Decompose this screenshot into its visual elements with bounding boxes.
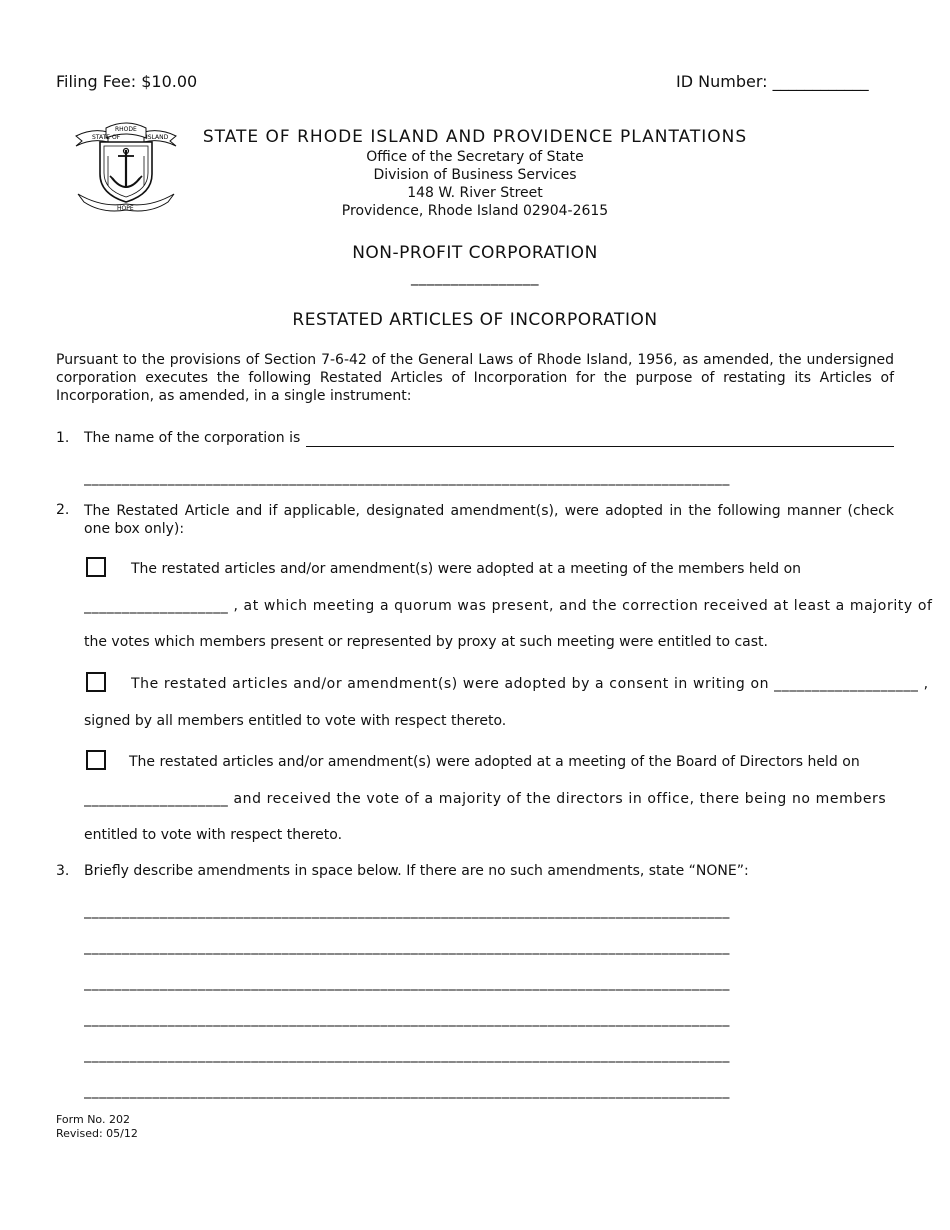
intro-paragraph: Pursuant to the provisions of Section 7-6-42 of the General Laws of Rhode Island, 1956, as amended, the undersigned corporation executes the following Restated Articles of Incorporation for the purpose of restating its Articles of Incorporation, as amended, in a single instrument: <box>56 352 894 404</box>
option-2-line-1: The restated articles and/or amendment(s) were adopted by a consent in writing on ___________________ , <box>131 676 929 692</box>
amendment-line-4[interactable]: _____________________________________________________________________________________ <box>84 1011 730 1027</box>
item-2-number: 2. <box>56 502 70 518</box>
amendment-line-1[interactable]: _____________________________________________________________________________________ <box>84 903 730 919</box>
item-3-text: Briefly describe amendments in space below. If there are no such amendments, state “NONE”: <box>84 863 749 879</box>
item-1-label: The name of the corporation is <box>84 430 301 446</box>
amendment-line-6[interactable]: _____________________________________________________________________________________ <box>84 1083 730 1099</box>
office-header <box>150 126 800 220</box>
division-name: Division of Business Services <box>373 167 577 183</box>
form-footer <box>56 1113 138 1141</box>
amendment-line-5[interactable]: _____________________________________________________________________________________ <box>84 1047 730 1063</box>
amendment-line-2[interactable]: _____________________________________________________________________________________ <box>84 939 730 955</box>
state-title: STATE OF RHODE ISLAND AND PROVIDENCE PLANTATIONS <box>202 127 748 147</box>
seal-motto-text: HOPE <box>117 205 134 212</box>
id-number-field[interactable]: ID Number: ____________ <box>676 72 869 91</box>
form-type: NON-PROFIT CORPORATION <box>352 243 598 263</box>
option-3-line-1: The restated articles and/or amendment(s) were adopted at a meeting of the Board of Directors held on <box>129 754 860 770</box>
form-type-underline: ________________ <box>411 268 539 286</box>
option-2-line-2: signed by all members entitled to vote with respect thereto. <box>84 713 507 729</box>
amendment-line-3[interactable]: _____________________________________________________________________________________ <box>84 975 730 991</box>
form-number: Form No. 202 <box>56 1113 130 1126</box>
members-meeting-checkbox[interactable] <box>86 557 106 577</box>
item-2-text: The Restated Article and if applicable, designated amendment(s), were adopted in the following manner (check one box only): <box>84 503 894 537</box>
corporation-name-field[interactable] <box>306 446 894 447</box>
written-consent-checkbox[interactable] <box>86 672 106 692</box>
option-1-line-1: The restated articles and/or amendment(s) were adopted at a meeting of the members held on <box>131 561 802 577</box>
street-address: 148 W. River Street <box>407 185 543 201</box>
option-3-line-3: entitled to vote with respect thereto. <box>84 827 343 843</box>
option-1-line-3: the votes which members present or represented by proxy at such meeting were entitled to cast. <box>84 634 768 650</box>
form-title: RESTATED ARTICLES OF INCORPORATION <box>292 310 658 330</box>
city-address: Providence, Rhode Island 02904-2615 <box>341 203 609 219</box>
filing-fee: Filing Fee: $10.00 <box>56 72 198 91</box>
seal-banner-text-mid: RHODE <box>115 126 137 133</box>
office-name: Office of the Secretary of State <box>366 149 584 165</box>
item-1-number: 1. <box>56 430 70 446</box>
revision-date: Revised: 05/12 <box>56 1127 138 1140</box>
option-1-line-2: ___________________ , at which meeting a quorum was present, and the correction received at least a majority of <box>84 598 933 614</box>
item-3-number: 3. <box>56 863 70 879</box>
board-meeting-checkbox[interactable] <box>86 750 106 770</box>
seal-banner-text-left: STATE OF <box>92 134 121 141</box>
seal-banner-text-right: ISLAND <box>146 134 169 141</box>
option-3-line-2: ___________________ and received the vote of a majority of the directors in office, there being no members <box>84 791 887 807</box>
corporation-name-field-line-2[interactable]: _____________________________________________________________________________________ <box>84 470 730 486</box>
